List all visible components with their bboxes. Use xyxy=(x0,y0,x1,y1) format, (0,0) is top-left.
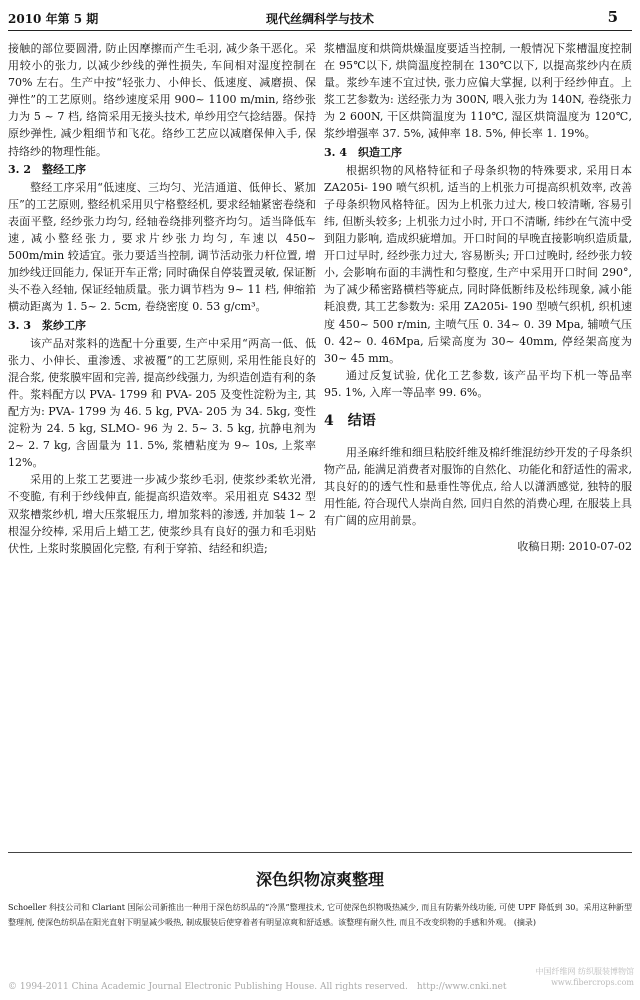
warping-paragraph: 整经工序采用“低速度、三均匀、光洁通道、低伸长、紧加压”的工艺原则, 整经机采用贝宁格整经机, 要求经轴紧密卷绕和表面平整, 经纱张力均匀, 经轴卷绕排列整齐均匀。适当降低车速, 减小整经张力, 要求片纱张力均匀, 车速以 450~ 500m/min 较适宜。张力要适当控制, 调节活动张力杆位置, 增加纱线迂回能力, 保证开车正常; 同时确保自停装置灵敏, 保证断头不卷入经轴, 保证经轴质量。张力调节档为 9~ 11 档, 伸缩筘横动距离为 1. 5~ 2. 5cm, 卷绕密度 0. 53 g/cm³。 xyxy=(8,180,316,314)
right-column xyxy=(324,40,632,555)
copyright-notice: © 1994-2011 China Academic Journal Electronic Publishing House. All rights reserved. http://www.cnki.net xyxy=(8,982,507,992)
page-number: 5 xyxy=(607,8,618,26)
site-watermark xyxy=(535,966,634,988)
watermark-line: 中国纤维网 纺织服装博物馆 xyxy=(535,967,634,976)
running-header xyxy=(0,0,640,36)
conclusion-heading: 4 结语 xyxy=(324,412,376,429)
received-date: 收稿日期: 2010-07-02 xyxy=(517,539,632,553)
news-text: Schoeller 科技公司和 Clariant 国际公司新推出一种用于深色纺织品的“冷黑”整理技术, 它可使深色织物吸热减少, 而且有防紫外线功能, 可使 UPF 降低到 30。采用这种新型整理剂, 使深色纺织品在阳光直射下明显减少吸热, 制成服装后使穿着者有明显凉爽和舒适感。该整理有耐久性, 而且不改变织物的手感和外观。 xyxy=(8,903,632,927)
news-rule xyxy=(8,852,632,853)
news-body xyxy=(8,900,632,930)
left-column xyxy=(8,40,316,557)
conclusion-paragraph: 用圣麻纤维和细旦粘胶纤维及棉纤维混纺纱开发的子母条织物产品, 能满足消费者对服饰的自然化、功能化和舒适性的需求, 其良好的的透气性和悬垂性等优点, 给人以潇洒感觉, 独特的服用性能, 符合现代人崇尚自然, 回归自然的消费心理, 在服装上具有广阔的应用前景。 xyxy=(324,446,632,528)
weaving-paragraph: 通过反复试验, 优化工艺参数, 该产品平均下机一等品率 95. 1%, 入库一等品率 99. 6%。 xyxy=(324,368,632,399)
sizing-heading: 3. 3 浆纱工序 xyxy=(8,318,86,332)
news-box xyxy=(8,852,632,930)
watermark-line: www.fibercrops.com xyxy=(551,978,634,987)
journal-title: 现代丝绸科学与技术 xyxy=(265,12,374,26)
news-title: 深色织物凉爽整理 xyxy=(255,870,384,889)
news-source: (摘录) xyxy=(513,918,537,927)
winding-paragraph: 接触的部位要圆滑, 防止因摩擦而产生毛羽, 减少条干恶化。采用较小的张力, 以减少纱线的弹性损失, 车间相对湿度控制在 70% 左右。生产中按“轻张力、小伸长、低速度、减磨损、保弹性”的工艺原则。络纱速度采用 900~ 1100 m/min, 络纱张力为 5 ~ 7 档, 络筒采用无接头技术, 单纱用空气捻结器。保持原纱弹性, 减少粗细节和飞花。络纱工艺应以减磨保伸入手, 保持络纱的物理性能。 xyxy=(8,42,316,158)
weaving-heading: 3. 4 织造工序 xyxy=(324,145,402,159)
sizing-continuation: 浆槽温度和烘筒烘燥温度要适当控制, 一般情况下浆槽温度控制在 95℃以下, 烘筒温度控制在 130℃以下, 以提高浆纱内在质量。浆纱车速不宜过快, 张力应偏大掌握, 以利于经纱伸直。上浆工艺参数为: 送经张力为 300N, 喂入张力为 140N, 卷绕张力为 2 600N, 干区烘筒温度为 110℃, 湿区烘筒温度为 120℃, 浆纱增强率 37. 5%, 减伸率 18. 5%, 伸长率 1. 19%。 xyxy=(324,42,633,141)
issue-label: 2010 年第 5 期 xyxy=(8,12,99,26)
sizing-paragraph: 该产品对浆料的选配十分重要, 生产中采用“两高一低、低张力、小伸长、重渗透、求被覆”的工艺原则, 采用性能良好的混合浆, 使浆膜牢固和完善, 提高纱线强力, 为织造创造有利的条件。浆料配方以 PVA- 1799 和 PVA- 205 及变性淀粉为主, 其配方为: PVA- 1799 为 46. 5 kg, PVA- 205 为 34. 5kg, 变性淀粉为 24. 5 kg, SLMO- 96 为 2. 5~ 3. 5 kg, 抗静电剂为 2~ 2. 7 kg, 含固量为 11. 5%, 浆槽粘度为 9~ 10s, 上浆率 12%。 xyxy=(8,336,316,470)
weaving-paragraph: 根据织物的风格特征和子母条织物的特殊要求, 采用日本 ZA205i- 190 喷气织机, 适当的上机张力可提高织机效率, 改善子母条织物风格特征。因为上机张力过大, 梭口较清晰, 容易引纬, 但断头较多; 上机张力过小时, 开口不清晰, 纬纱在气流中受到阻力影响, 造成织疵增加。开口时间的早晚直接影响织造质量, 开口过早时, 经纱张力过大, 容易断头; 开口过晚时, 经纱张力较小, 会影响布面的丰满性和匀整度, 生产中采用开口时间 290°, 为了减少稀密路横档等疵点, 同时降低断纬及松纬现象, 减小能耗浪费, 其工艺参数为: 采用 ZA205i- 190 型喷气织机, 织机速度 450~ 500 r/min, 主喷气压 0. 34~ 0. 39 Mpa, 辅喷气压 0. 42~ 0. 46Mpa, 后梁高度为 30~ 40mm, 停经架高度为 30~ 45 mm。 xyxy=(324,163,632,365)
header-rule xyxy=(8,30,632,31)
sizing-paragraph: 采用的上浆工艺要进一步减少浆纱毛羽, 使浆纱柔软光滑, 不变脆, 有利于纱线伸直, 能提高织造效率。采用祖克 S432 型双浆槽浆纱机, 增大压浆辊压力, 增加浆料的渗透, 并加装 1~ 2 根湿分绞棒, 采用后上蜡工艺, 使浆纱具有良好的强力和毛羽贴伏性, 上浆时浆膜固化完整, 有利于穿筘、结经和织造; xyxy=(8,473,316,555)
warping-heading: 3. 2 整经工序 xyxy=(8,162,86,176)
